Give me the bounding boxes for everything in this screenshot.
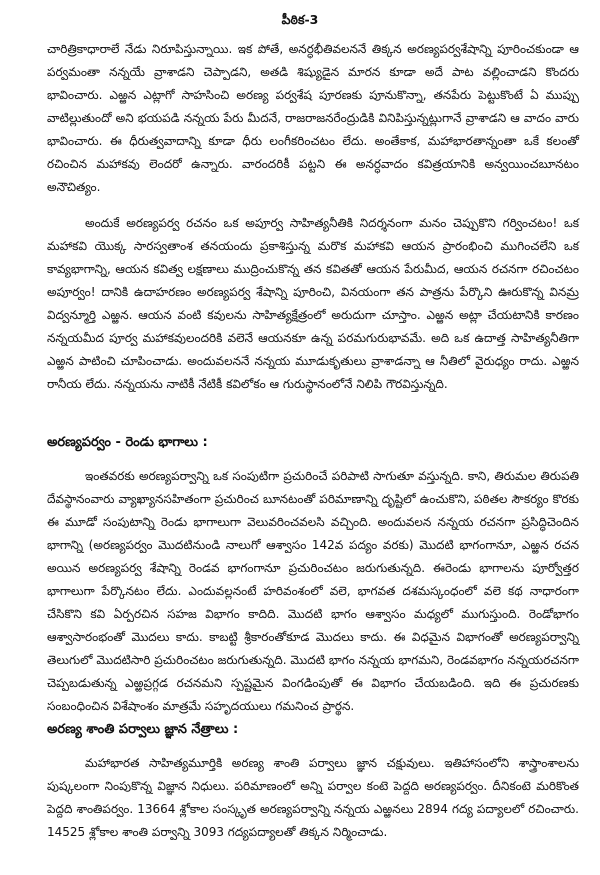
- paragraph-4: మహాభారత సాహిత్యమూర్తికి అరణ్య శాంతి పర్వాలు జ్ఞాన చక్షువులు. ఇతిహాసంలోని శాస్త్రాంశాలను పుష్కలంగా నింపుకొన్న విజ్ఞాన నిధులు. పరిమాణంలో అన్ని పర్వాల కంటె పెద్దది అరణ్యపర్వం. దీనికంటె మరికొంత పెద్దది శాంతిపర్వం. 13664 శ్లోకాల సంస్కృత అరణ్యపర్వాన్ని నన్నయ ఎఱ్ఱనలు 2894 గద్య పద్యాలలో రచించారు. 14525 శ్లోకాల శాంతి పర్వాన్ని 3093 గద్యపద్యాలతో తిక్కన నిర్మించాడు.: [47, 756, 579, 839]
- page-header: పీఠిక-3: [281, 12, 319, 27]
- paragraph-3: ఇంతవరకు అరణ్యపర్వాన్ని ఒక సంపుటిగా ప్రచురించే పరిపాటి సాగుతూ వస్తున్నది. కాని, తిరుమల తిరుపతి దేవస్థానంవారు వ్యాఖ్యానసహితంగా ప్రచురించ బూనటంతో పరిమాణాన్ని దృష్టిలో ఉంచుకొని, పఠితల సౌకర్యం కొరకు ఈ మూడో సంపుటాన్ని రెండు భాగాలుగా వెలువరించవలసి వచ్చింది. అందువలన నన్నయ రచనగా ప్రసిద్ధిచెందిన భాగాన్ని (అరణ్యపర్వం మొదటినుండి నాలుగో ఆశ్వాసం 142వ పద్యం వరకు) మొదటి భాగంగానూ, ఎఱ్ఱన రచన అయిన అరణ్యపర్వ శేషాన్ని రెండవ భాగంగానూ ప్రచురించటం జరుగుతున్నది. ఈరెండు భాగాలను పూర్వోత్తర భాగాలుగా పేర్కొనటం లేదు. ఎందువల్లనంటే హరివంశంలో వలె, భాగవత దశమస్కంధంలో వలె కథ నాధారంగా చేసికొని కవి ఏర్పరచిన సహజ విభాగం కాదిది. మొదటి భాగం ఆశ్వాసం మధ్యలో ముగుస్తుంది. రెండోభాగం ఆశ్వాసారంభంతో మొదలు కాదు. కాబట్టి శ్రీకారంతోకూడ మొదలు కాదు. ఈ విధమైన విభాగంతో అరణ్యపర్వాన్ని తెలుగులో మొదటిసారి ప్రచురించటం జరుగుతున్నది. మొదటి భాగం నన్నయ భాగమని, రెండవభాగం నన్నయరచనగా చెప్పబడుతున్న ఎఱ్ఱప్రగ్గడ రచనమని స్పష్టమైన వింగడింపుతో ఈ విభాగం చేయబడింది. ఇది ఈ ప్రచురణకు సంబంధించిన విశేషాంశం మాత్రమే సహృదయులు గమనించ ప్రార్థన.: [47, 469, 579, 713]
- section-heading-1: అరణ్యపర్వం - రెండు భాగాలు :: [47, 435, 208, 450]
- section-heading-2: అరణ్య శాంతి పర్వాలు జ్ఞాన నేత్రాలు :: [47, 722, 239, 737]
- paragraph-1: చారిత్రికాధారాలే నేడు నిరూపిస్తున్నాయి. ఇక పోతే, అనర్ధభీతివలననే తిక్కన అరణ్యపర్వశేషాన్ని పూరించకుండా ఆ పర్వమంతా నన్నయే వ్రాశాడని చెప్పాడని, అతడి శిష్యుడైన మారన కూడా అదే పాట వల్లించాడని కొందరు భావించారు. ఎఱ్ఱన ఎట్లాగో సాహసించి అరణ్య పర్వశేష పూరణకు పూనుకొన్నా, తనపేరు పెట్టుకొంటే ఏ ముప్పు వాటిల్లుతుందో అని భయపడి నన్నయ పేరు మీదనే, రాజరాజనరేంద్రుడికి వినిపిస్తున్నట్లుగానే వ్రాశాడని ఆ వాదం వారు భావించారు. ఈ ధీరుత్వవాదాన్ని కూడా ధీరు లంగీకరించటం లేదు. అంతేకాక, మహాభారతాన్నంతా ఒకే కలంతో రచించిన మహాకవు లెందరో ఉన్నారు. వారందరికీ పట్టని ఈ అనర్ధవాదం కవిత్రయానికి అన్వయించబూనటం అనౌచిత్యం.: [47, 42, 579, 194]
- paragraph-2: అందుకే అరణ్యపర్వ రచనం ఒక అపూర్వ సాహిత్యనీతికి నిదర్శనంగా మనం చెప్పుకొని గర్వించటం! ఒక మహాకవి యొక్క సారస్వతాంశ తనయందు ప్రకాశిస్తున్న మరొక మహాకవి ఆయన ప్రారంభించి ముగించలేని ఒక కావ్యభాగాన్ని, ఆయన కవిత్వ లక్షణాలు ముద్రించుకొన్న తన కవితతో ఆయన పేరుమీద, ఆయన రచనగా రచించటం అపూర్వం! దానికి ఉదాహరణం అరణ్యపర్వ శేషాన్ని పూరించి, వినయంగా తన పాత్రను పేర్కొని ఊరుకొన్న వినమ్ర విద్వన్మూర్తి ఎఱ్ఱన. ఆయన వంటి కవులను సాహిత్యక్షేత్రంలో అరుదుగా చూస్తాం. ఎఱ్ఱన అట్లా చేయటానికి కారణం నన్నయమీద పూర్వ మహాకవులందరికి వలెనే ఆయనకూ ఉన్న పరమగురుభావమే. అది ఒక ఉదాత్త సాహిత్యనీతిగా ఎఱ్ఱన పాటించి చూపించాడు. అందువలననే నన్నయ మూడుకృతులు వ్రాశాడన్నా ఆ నీతిలో వైరుధ్యం రాదు. ఎఱ్ఱన రానీయ లేదు. నన్నయను నాటికీ నేటికీ కవిలోకం ఆ గురుస్థానంలోనే నిలిపి గౌరవిస్తున్నది.: [47, 216, 579, 391]
